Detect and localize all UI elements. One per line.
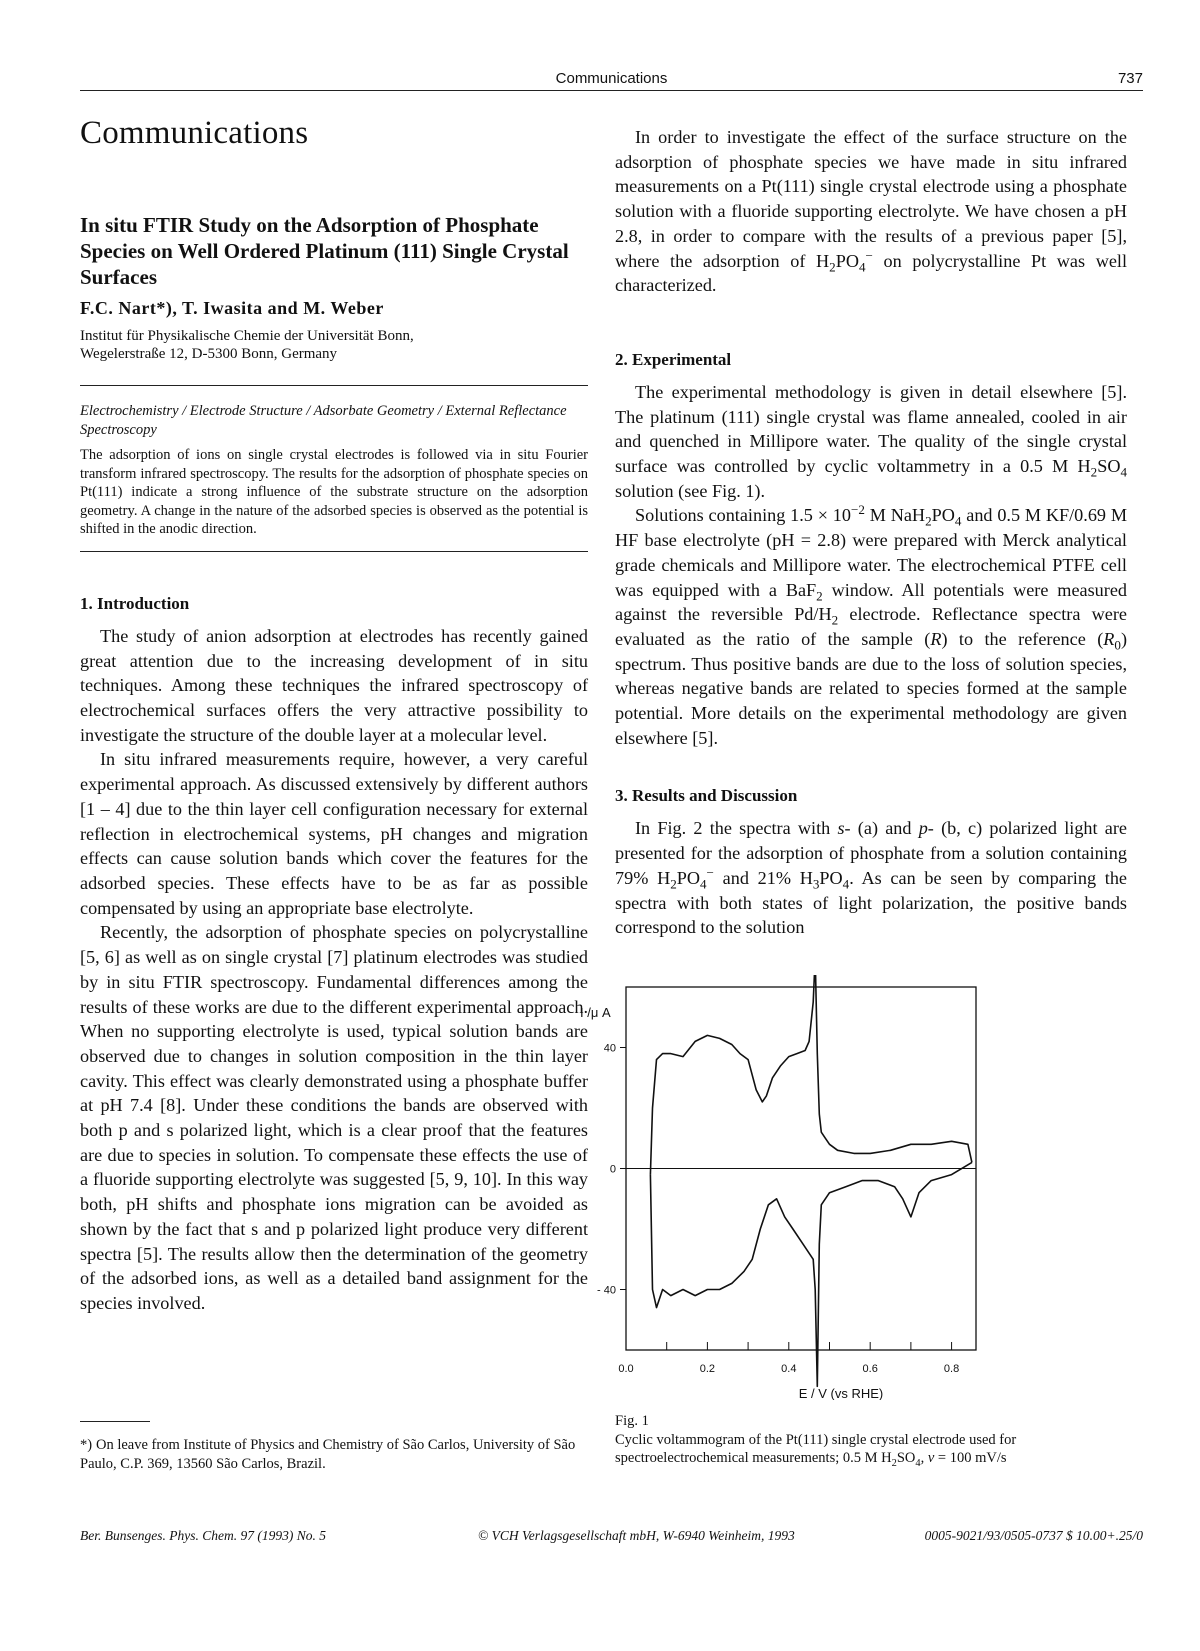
x-tick-label: 0.8	[943, 1363, 960, 1375]
y-tick-label: 40	[603, 1042, 616, 1055]
cyclic-voltammogram-chart	[578, 975, 1148, 1400]
footnote-mark: *)	[80, 1437, 93, 1453]
results-paragraph-1: In Fig. 2 the spectra with s- (a) and p- (b, c) polarized light are presented for the adsorption of phosphate from a solution containing 79% $H_2PO_4^-$ and 21% $H_3PO_4$. As can be seen by comparing the spectra with both states of light polarization, the positive bands correspond to the solution	[615, 818, 1127, 938]
x-tick-label: 0.2	[699, 1363, 716, 1375]
keywords: Electrochemistry / Electrode Structure / Adsorbate Geometry / External Reflectance Spectroscopy	[80, 403, 567, 438]
running-title: Communications	[555, 70, 668, 87]
left-column	[80, 115, 588, 1316]
intro-paragraph-2: In situ infrared measurements require, however, a very careful experimental approach. As discussed extensively by different authors [1 – 4] due to the thin layer cell configuration necessary for external reflection in electrochemical systems, pH changes and migration effects can cause solution bands which cover the features for the adsorbed species. These effects have to be as far as possible compensated by using an appropriate base electrolyte.	[80, 749, 588, 918]
footer-journal: Ber. Bunsenges. Phys. Chem. 97 (1993) No. 5	[80, 1528, 326, 1543]
abstract: The adsorption of ions on single crystal electrodes is followed via in situ Fourier transform infrared spectroscopy. The results for the adsorption of phosphate species on Pt(111) indicate a strong influence of the substrate structure on the adsorption geometry. A change in the nature of the adsorbed species is observed as the potential is shifted in the anodic direction.	[80, 447, 588, 538]
y-axis-label: I /μ A	[580, 1005, 611, 1020]
figure-caption-text: Cyclic voltammogram of the Pt(111) single crystal electrode used for spectroelectrochemical measurements; 0.5 M $H_2SO_4$, v = 100 mV/s	[615, 1431, 1017, 1469]
abstract-bottom-rule	[80, 551, 588, 552]
footnote	[80, 1436, 580, 1473]
x-tick-label: 0.4	[781, 1363, 797, 1375]
y-tick-label: - 40	[597, 1284, 616, 1297]
figure-caption	[615, 1412, 1135, 1468]
x-axis-label: E / V (vs RHE)	[798, 1386, 884, 1400]
results-heading: 3. Results and Discussion	[615, 786, 798, 806]
intro-paragraph-1: The study of anion adsorption at electrodes has recently gained great attention due to the increasing development of in situ techniques. Among these techniques the infrared spectroscopy of electrochemical surfaces offers the very attractive possibility to investigate the structure of the double layer at a molecular level.	[80, 625, 588, 745]
x-tick-label: 0.6	[862, 1363, 878, 1375]
intro-paragraph-3: Recently, the adsorption of phosphate species on polycrystalline [5, 6] as well as on single crystal [7] platinum electrodes was studied by in situ FTIR spectroscopy. Fundamental differences among the results of these works are due to the different experimental approach. When no supporting electrolyte is used, typical solution bands are observed due to changes in solution composition in the thin layer cavity. This effect was clearly demonstrated using a phosphate buffer at pH 7.4 [8]. Under these conditions the bands are observed with both p and s polarized light, which is a clear proof that the features are due to species in solution. To compensate these effects the use of a fluoride supporting electrolyte was suggested [5, 9, 10]. In this way both, pH shifts and phosphate ions migration can be avoided as shown by the fact that s and p polarized light produce very different spectra [5]. The results allow then the determination of the geometry of the adsorbed ions, as well as a detailed band assignment for the species involved.	[80, 922, 588, 1313]
introduction-heading: 1. Introduction	[80, 593, 190, 613]
intro-paragraph-4: In order to investigate the effect of the surface structure on the adsorption of phosphate species we have made in situ infrared measurements on a Pt(111) single crystal electrode using a phosphate solution with a fluoride supporting electrolyte. We have chosen a pH 2.8, in order to compare with the results of a previous paper [5], where the adsorption of $H_2PO_4^-$ on polycrystalline Pt was well characterized.	[615, 127, 1128, 296]
affiliation-line-2: Wegelerstraße 12, D-5300 Bonn, Germany	[80, 346, 338, 362]
section-title: Communications	[80, 115, 309, 151]
footnote-rule	[80, 1421, 150, 1422]
anodic-sweep-line	[650, 975, 972, 1175]
experimental-heading: 2. Experimental	[615, 349, 732, 369]
y-tick-label: 0	[609, 1163, 616, 1176]
footer-code: 0005-9021/93/0505-0737 $ 10.00+.25/0	[924, 1528, 1143, 1543]
abstract-top-rule	[80, 385, 588, 386]
authors: F.C. Nart*), T. Iwasita and M. Weber	[80, 298, 384, 318]
article-title: In situ FTIR Study on the Adsorption of Phosphate Species on Well Ordered Platinum (111) Single Crystal Surfaces	[80, 213, 569, 289]
affiliation-line-1: Institut für Physikalische Chemie der Universität Bonn,	[80, 328, 414, 344]
x-tick-label: 0.0	[618, 1363, 634, 1375]
figure-label: Fig. 1	[615, 1413, 649, 1429]
right-column	[615, 125, 1127, 940]
cathodic-sweep-line	[650, 1162, 972, 1386]
experimental-paragraph-2: Solutions containing $1.5 \times 10^{-2}$ M $NaH_2PO_4$ and 0.5 M KF/0.69 M HF base electrolyte (pH = 2.8) were prepared with Merck analytical grade chemicals and Millipore water. The electrochemical PTFE cell was equipped with a BaF$_2$ window. All potentials were measured against the reversible $Pd/H_2$ electrode. Reflectance spectra were evaluated as the ratio of the sample (R) to the reference $(R_0)$ spectrum. Thus positive bands are due to the loss of solution species, whereas negative bands are related to species formed at the sample potential. More details on the experimental methodology are given elsewhere [5].	[615, 502, 1128, 748]
page-number: 737	[1117, 70, 1143, 87]
running-head	[80, 70, 1143, 90]
footer-publisher: © VCH Verlagsgesellschaft mbH, W-6940 Weinheim, 1993	[478, 1528, 795, 1543]
footnote-text: On leave from Institute of Physics and Chemistry of São Carlos, University of São Paulo, C.P. 369, 13560 São Carlos, Brazil.	[80, 1437, 576, 1472]
experimental-paragraph-1: The experimental methodology is given in detail elsewhere [5]. The platinum (111) single crystal was flame annealed, cooled in air and quenched in Millipore water. The quality of the single crystal surface was controlled by cyclic voltammetry in a 0.5 M $H_2SO_4$ solution (see Fig. 1).	[615, 381, 1127, 501]
header-rule	[80, 90, 1143, 91]
